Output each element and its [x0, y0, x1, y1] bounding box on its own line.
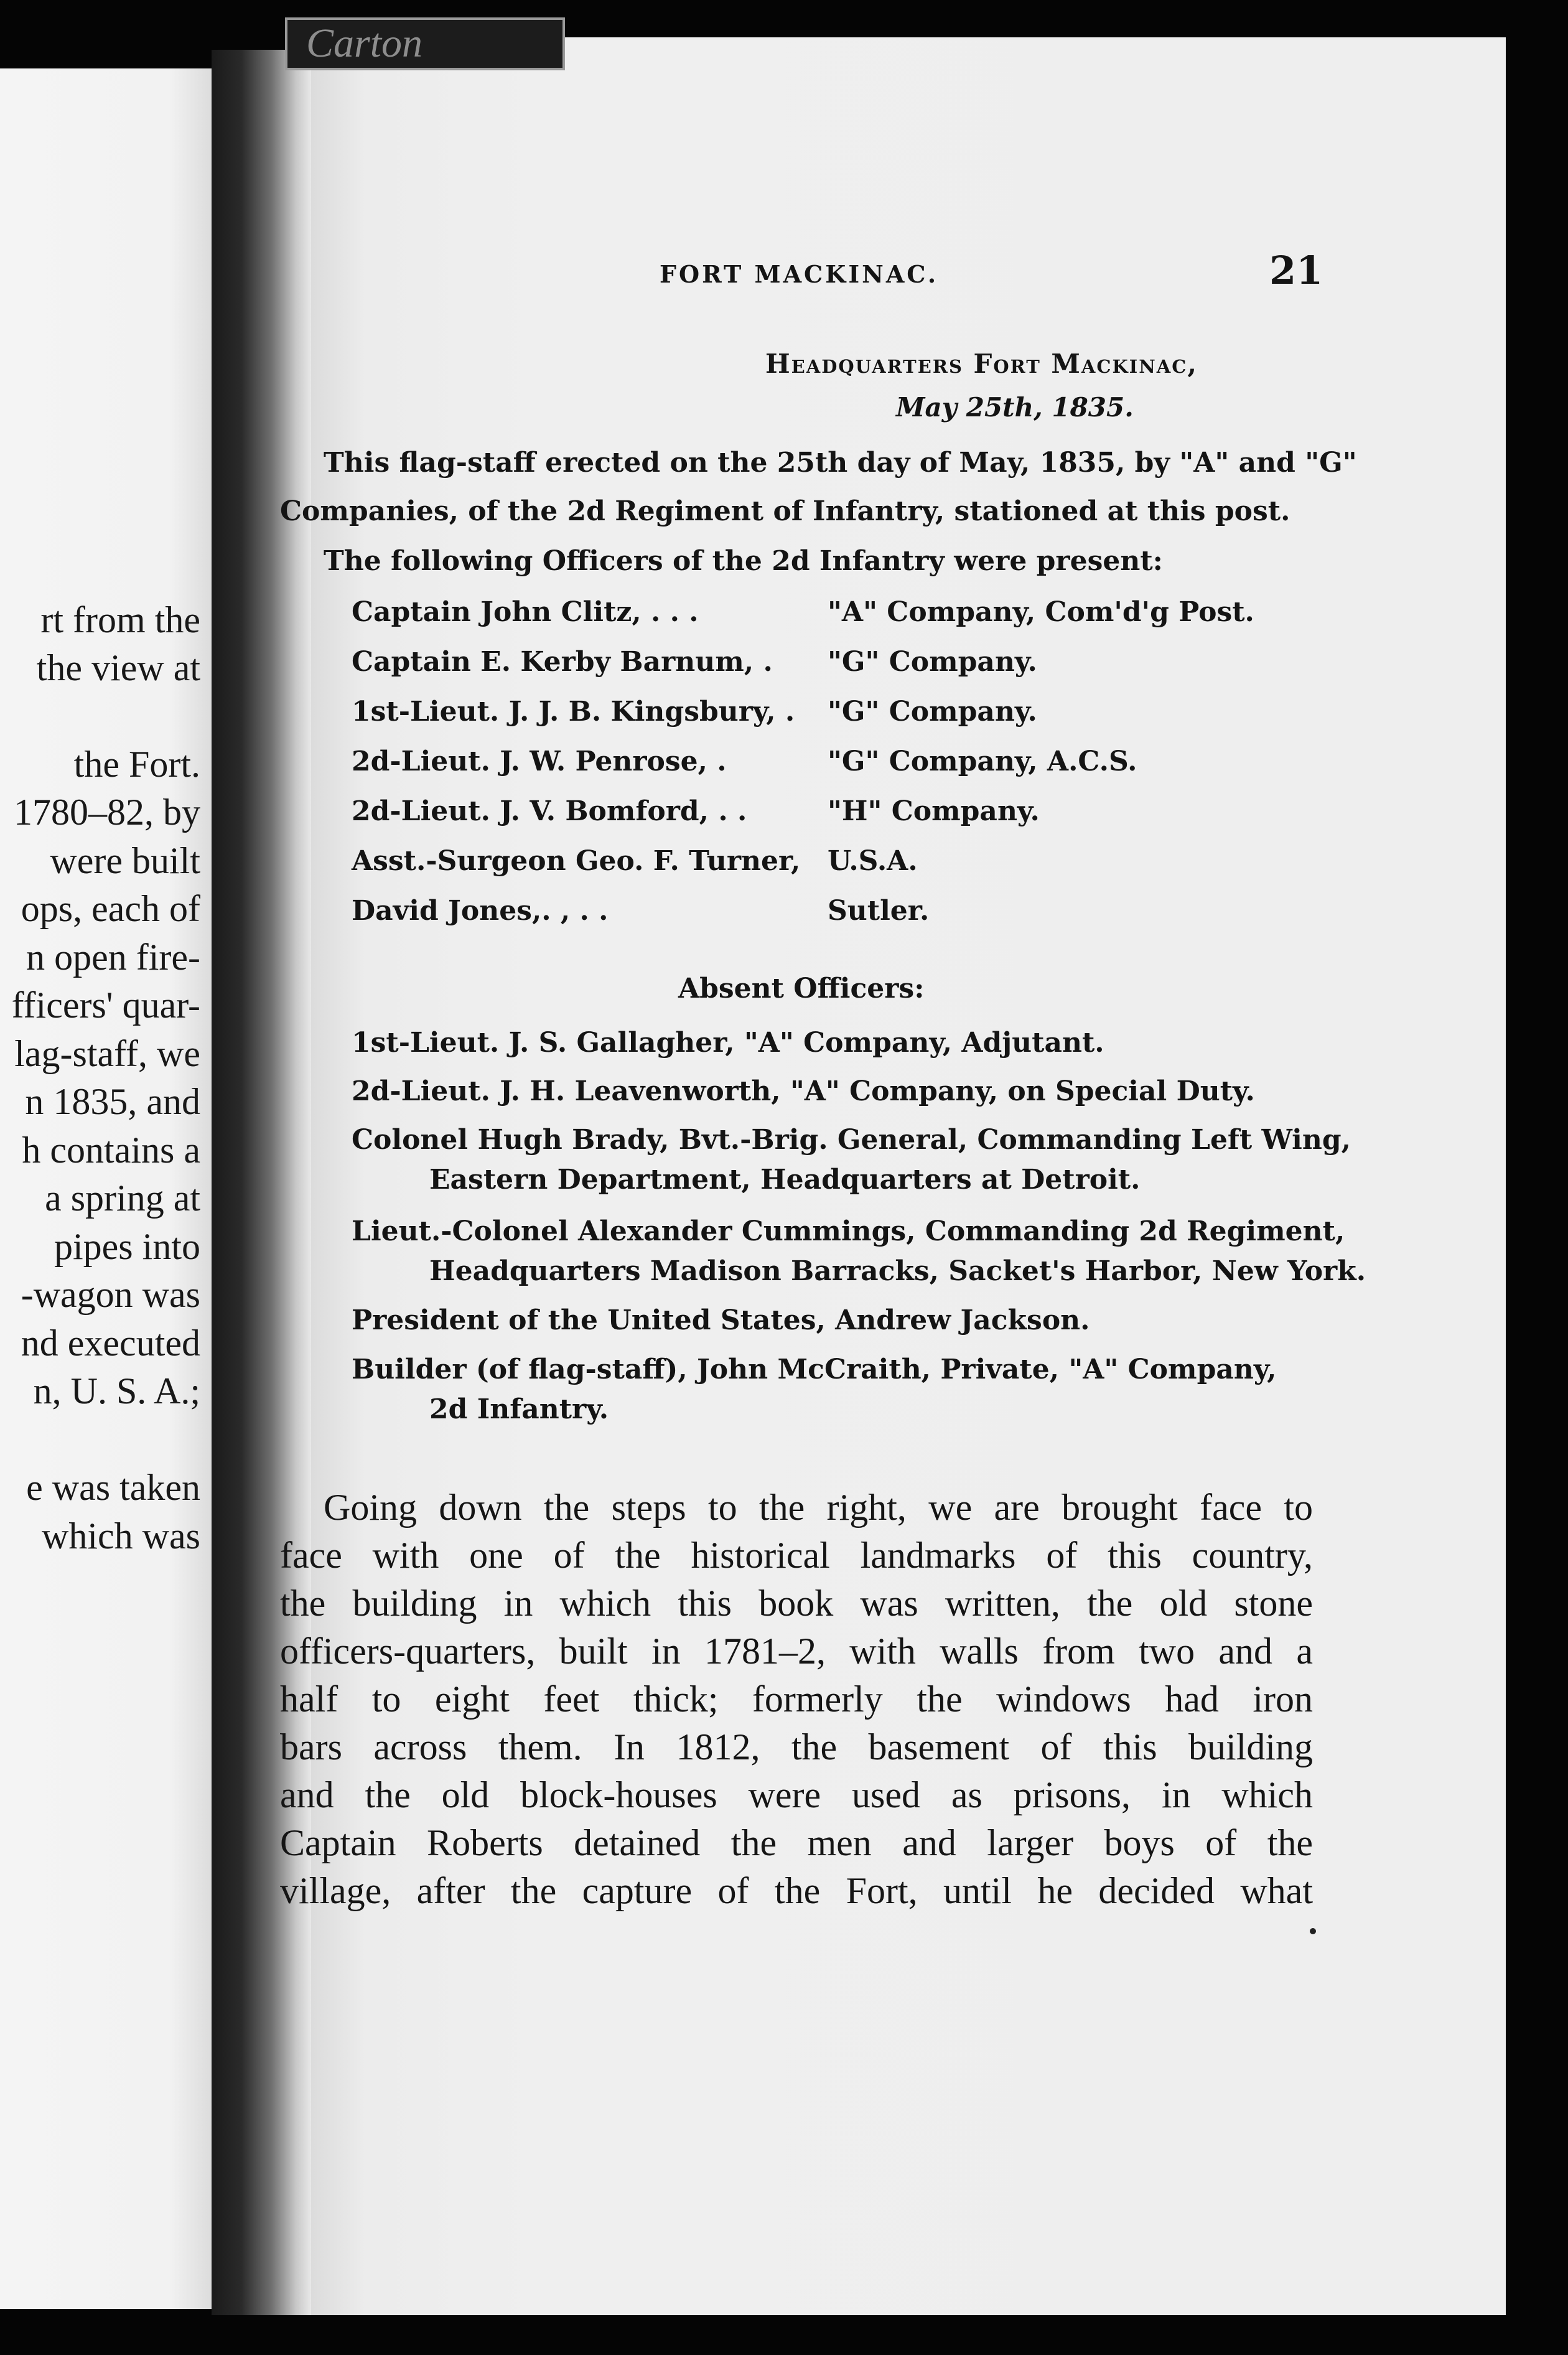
- body-text-line: and the old block-houses were used as prisons, in which: [280, 1774, 1313, 1815]
- officer-unit: Sutler.: [828, 895, 930, 927]
- book-gutter-shadow: [212, 50, 311, 2315]
- body-text-line: village, after the capture of the Fort, until he decided what: [280, 1870, 1313, 1911]
- absent-officer-line: Headquarters Madison Barracks, Sacket's Harbor, New York.: [429, 1255, 1366, 1287]
- officer-name: 2d-Lieut. J. W. Penrose, .: [352, 746, 727, 777]
- officer-name: 1st-Lieut. J. J. B. Kingsbury, .: [352, 696, 795, 728]
- ink-speck: [1310, 1928, 1316, 1934]
- body-text-line: officers-quarters, built in 1781–2, with walls from two and a: [280, 1631, 1313, 1672]
- left-page-line: which was: [42, 1515, 200, 1557]
- left-page-line: e was taken: [26, 1467, 200, 1508]
- left-page: [0, 68, 212, 2309]
- running-head: FORT MACKINAC.: [660, 260, 939, 288]
- absent-officers-title: Absent Officers:: [678, 973, 925, 1004]
- left-page-line: fficers' quar-: [11, 985, 200, 1026]
- left-page-line: 1780–82, by: [14, 792, 200, 833]
- intro-line: The following Officers of the 2d Infantry were present:: [324, 545, 1163, 577]
- left-page-line: -wagon was: [21, 1274, 200, 1315]
- left-page-line: the Fort.: [73, 744, 200, 785]
- officer-unit: "G" Company.: [828, 696, 1037, 728]
- officer-unit: "G" Company.: [828, 646, 1037, 678]
- officer-name: Captain E. Kerby Barnum, .: [352, 646, 773, 678]
- left-page-line: n 1835, and: [25, 1081, 200, 1122]
- left-page-line: rt from the: [40, 599, 200, 640]
- left-page-line: nd executed: [21, 1323, 200, 1364]
- left-page-line: ops, each of: [21, 888, 200, 929]
- body-text-line: the building in which this book was written, the old stone: [280, 1583, 1313, 1624]
- body-text-line: face with one of the historical landmarks of this country,: [280, 1535, 1313, 1576]
- absent-officer-line: Lieut.-Colonel Alexander Cummings, Commanding 2d Regiment,: [352, 1215, 1345, 1247]
- left-page-line: n open fire-: [26, 937, 200, 978]
- left-page-line: h contains a: [22, 1130, 200, 1171]
- intro-line: Companies, of the 2d Regiment of Infantry, stationed at this post.: [280, 495, 1290, 527]
- left-page-line: lag-staff, we: [14, 1033, 200, 1074]
- headquarters-date: May 25th, 1835.: [896, 392, 1134, 423]
- absent-officer-line: President of the United States, Andrew Jackson.: [352, 1304, 1090, 1336]
- absent-officer-line: 1st-Lieut. J. S. Gallagher, "A" Company, Adjutant.: [352, 1027, 1104, 1059]
- page-number: 21: [1269, 248, 1323, 293]
- absent-officer-line: 2d-Lieut. J. H. Leavenworth, "A" Company, on Special Duty.: [352, 1075, 1255, 1107]
- body-text-line: bars across them. In 1812, the basement of this building: [280, 1726, 1313, 1767]
- officer-name: Captain John Clitz, . . .: [352, 596, 699, 628]
- absent-officer-line: Eastern Department, Headquarters at Detroit.: [429, 1164, 1141, 1196]
- left-page-line: n, U. S. A.;: [33, 1370, 200, 1412]
- officer-name: David Jones,. , . .: [352, 895, 609, 927]
- headquarters-title: Headquarters Fort Mackinac,: [765, 349, 1198, 379]
- officer-unit: "A" Company, Com'd'g Post.: [828, 596, 1254, 628]
- intro-line: This flag-staff erected on the 25th day of May, 1835, by "A" and "G": [324, 447, 1357, 479]
- officer-unit: U.S.A.: [828, 845, 918, 877]
- absent-officer-line: 2d Infantry.: [429, 1393, 609, 1425]
- officer-name: 2d-Lieut. J. V. Bomford, . .: [352, 795, 747, 827]
- archive-stamp: Carton: [285, 17, 565, 70]
- left-page-line: pipes into: [54, 1226, 200, 1267]
- body-text-line: half to eight feet thick; formerly the windows had iron: [280, 1678, 1313, 1720]
- absent-officer-line: Builder (of flag-staff), John McCraith, Private, "A" Company,: [352, 1354, 1277, 1385]
- officer-unit: "H" Company.: [828, 795, 1040, 827]
- left-page-line: the view at: [36, 647, 200, 688]
- left-page-line: were built: [50, 840, 200, 881]
- body-text-line: Captain Roberts detained the men and larger boys of the: [280, 1822, 1313, 1863]
- body-text-line: Going down the steps to the right, we are brought face to: [324, 1487, 1313, 1528]
- officer-unit: "G" Company, A.C.S.: [828, 746, 1137, 777]
- absent-officer-line: Colonel Hugh Brady, Bvt.-Brig. General, Commanding Left Wing,: [352, 1124, 1351, 1156]
- left-page-line: a spring at: [45, 1178, 200, 1219]
- officer-name: Asst.-Surgeon Geo. F. Turner,: [352, 845, 801, 877]
